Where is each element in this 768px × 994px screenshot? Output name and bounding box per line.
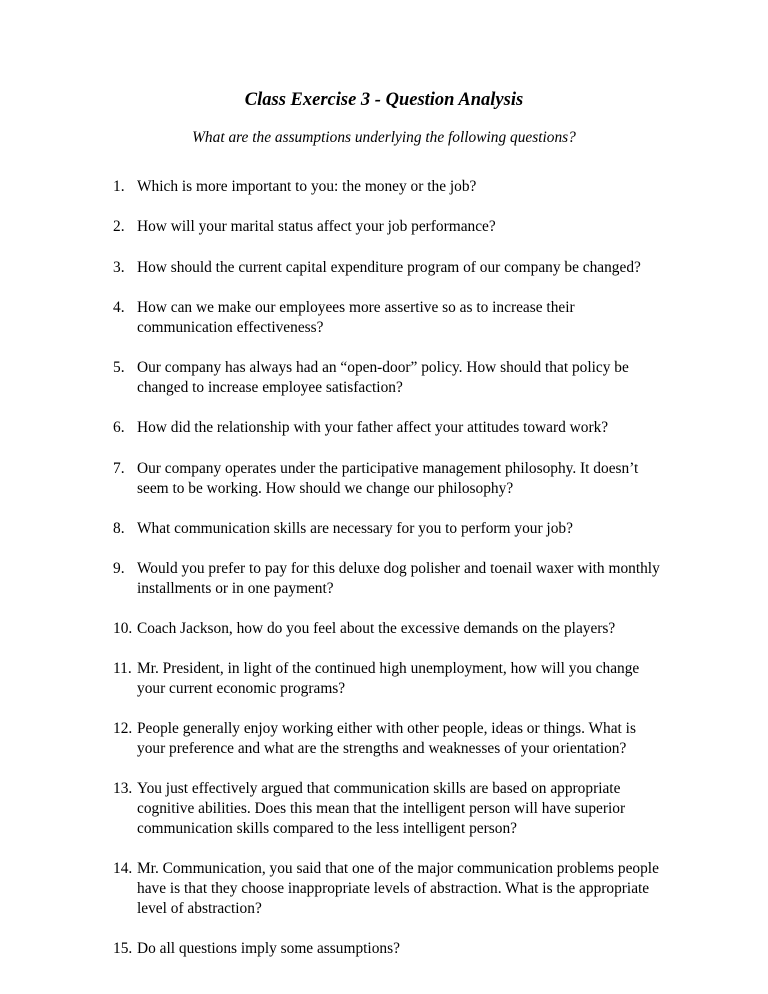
question-item: [113, 519, 693, 539]
question-line: have is that they choose inappropriate levels of abstraction. What is the appropriate: [137, 880, 650, 897]
question-line: People generally enjoy working either with other people, ideas or things. What is: [137, 720, 636, 737]
question-number: 12.: [113, 720, 133, 737]
question-item: [113, 659, 693, 699]
question-number: 1.: [113, 178, 125, 195]
question-line: How did the relationship with your father affect your attitudes toward work?: [137, 419, 609, 436]
question-line: Coach Jackson, how do you feel about the excessive demands on the players?: [137, 620, 616, 637]
question-item: [113, 177, 693, 197]
question-number: 5.: [113, 359, 125, 376]
question-number: 8.: [113, 520, 125, 537]
question-line: What communication skills are necessary for you to perform your job?: [137, 520, 573, 537]
question-number: 4.: [113, 299, 125, 316]
question-line: Which is more important to you: the money or the job?: [137, 178, 477, 195]
question-text: [137, 619, 693, 639]
page-title: Class Exercise 3 - Question Analysis: [244, 90, 524, 110]
question-line: Our company has always had an “open-door” policy. How should that policy be: [137, 359, 629, 376]
question-item: [113, 298, 693, 338]
question-item: [113, 459, 693, 499]
question-item: [113, 559, 693, 599]
question-line: cognitive abilities. Does this mean that the intelligent person will have superior: [137, 800, 626, 817]
question-item: [113, 859, 693, 919]
question-line: Mr. President, in light of the continued high unemployment, how will you change: [137, 660, 640, 677]
question-item: [113, 779, 693, 839]
question-number: 11.: [113, 660, 132, 677]
question-text: [137, 177, 693, 197]
question-line: Would you prefer to pay for this deluxe dog polisher and toenail waxer with monthly: [137, 560, 660, 577]
question-line: installments or in one payment?: [137, 580, 334, 597]
question-line: Do all questions imply some assumptions?: [137, 940, 400, 957]
question-item: [113, 358, 693, 398]
question-text: [137, 358, 693, 398]
question-text: [137, 418, 693, 438]
question-line: Mr. Communication, you said that one of the major communication problems people: [137, 860, 659, 877]
question-item: [113, 258, 693, 278]
question-text: [137, 859, 693, 919]
question-line: How can we make our employees more assertive so as to increase their: [137, 299, 575, 316]
question-line: your current economic programs?: [137, 680, 346, 697]
question-number: 10.: [113, 620, 133, 637]
question-number: 14.: [113, 860, 133, 877]
question-text: [137, 659, 693, 699]
question-text: [137, 519, 693, 539]
question-number: 7.: [113, 460, 125, 477]
question-line: communication skills compared to the less intelligent person?: [137, 820, 517, 837]
question-item: [113, 619, 693, 639]
question-item: [113, 217, 693, 237]
question-text: [137, 217, 693, 237]
question-number: 9.: [113, 560, 125, 577]
question-line: How will your marital status affect your job performance?: [137, 218, 496, 235]
question-line: changed to increase employee satisfaction?: [137, 379, 403, 396]
question-number: 15.: [113, 940, 133, 957]
question-text: [137, 258, 693, 278]
question-line: level of abstraction?: [137, 900, 262, 917]
question-line: Our company operates under the participative management philosophy. It doesn’t: [137, 460, 639, 477]
question-item: [113, 418, 693, 438]
question-text: [137, 779, 693, 839]
question-line: communication effectiveness?: [137, 319, 324, 336]
question-item: [113, 719, 693, 759]
question-text: [137, 298, 693, 338]
question-text: [137, 559, 693, 599]
question-text: [137, 939, 693, 959]
question-number: 13.: [113, 780, 133, 797]
page-subtitle: What are the assumptions underlying the following questions?: [192, 129, 576, 146]
question-number: 3.: [113, 259, 125, 276]
question-number: 2.: [113, 218, 125, 235]
question-text: [137, 719, 693, 759]
question-number: 6.: [113, 419, 125, 436]
question-line: How should the current capital expenditure program of our company be changed?: [137, 259, 641, 276]
question-item: [113, 939, 693, 959]
question-line: You just effectively argued that communication skills are based on appropriate: [137, 780, 621, 797]
question-line: seem to be working. How should we change our philosophy?: [137, 480, 514, 497]
question-line: your preference and what are the strengths and weaknesses of your orientation?: [137, 740, 627, 757]
question-text: [137, 459, 693, 499]
